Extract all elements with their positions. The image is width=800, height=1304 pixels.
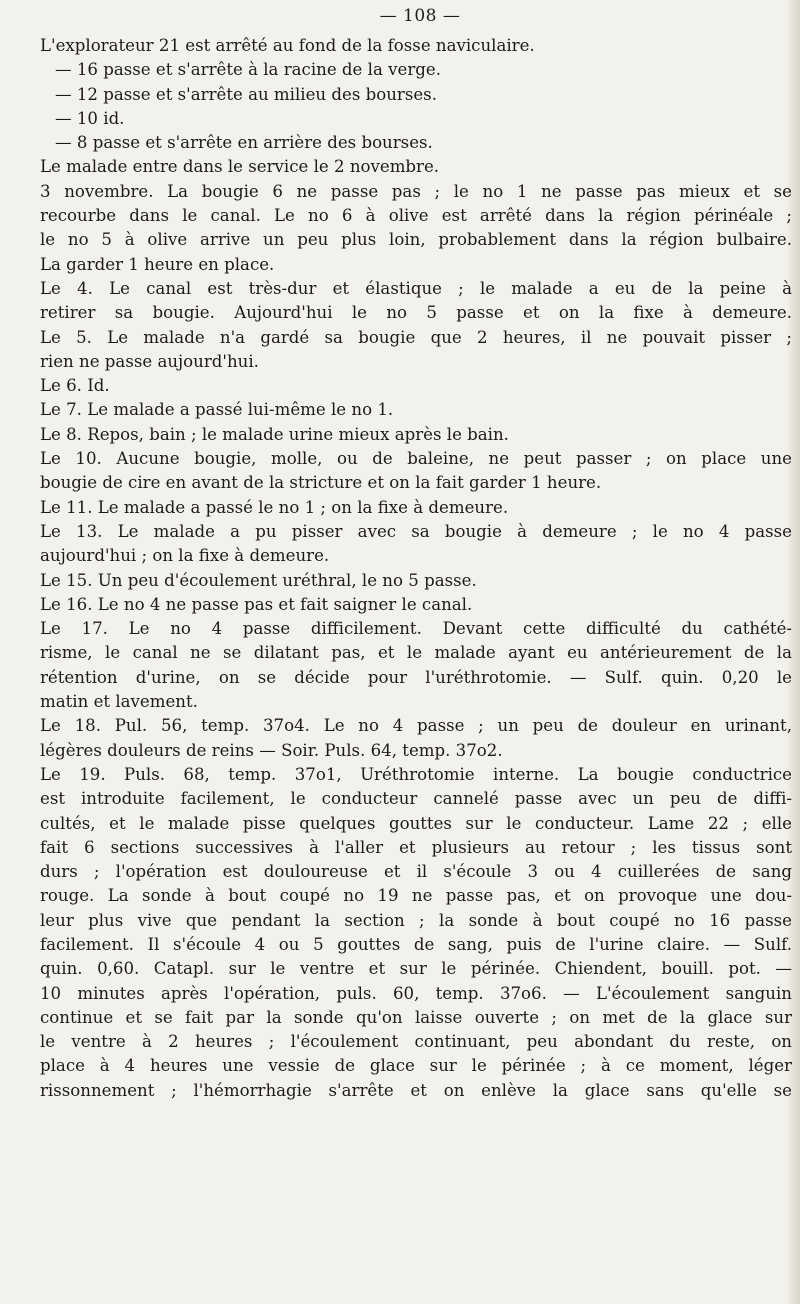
text-line: — 16 passe et s'arrête à la racine de la verge. — [55, 60, 441, 80]
text-line: — 12 passe et s'arrête au milieu des bourses. — [55, 84, 437, 104]
text-line: cultés, et le malade pisse quelques gouttes sur le conducteur. Lame 22 ; elle — [40, 813, 792, 833]
text-line: quin. 0,60. Catapl. sur le ventre et sur le périnée. Chiendent, bouill. pot. — — [40, 959, 792, 979]
text-line: Le 7. Le malade a passé lui-même le no 1. — [40, 400, 394, 420]
text-line: durs ; l'opération est douloureuse et il s'écoule 3 ou 4 cuillerées de sang — [40, 862, 792, 882]
text-line: Le 10. Aucune bougie, molle, ou de baleine, ne peut passer ; on place une — [40, 449, 792, 469]
text-line: retirer sa bougie. Aujourd'hui le no 5 passe et on la fixe à demeure. — [40, 303, 792, 323]
text-line: place à 4 heures une vessie de glace sur le périnée ; à ce moment, léger — [40, 1056, 792, 1076]
text-line: L'explorateur 21 est arrêté au fond de la fosse naviculaire. — [40, 36, 535, 55]
text-line: Le 17. Le no 4 passe difficilement. Devant cette difficulté du cathété- — [40, 619, 792, 639]
text-line: Le 11. Le malade a passé le no 1 ; on la fixe à demeure. — [40, 497, 509, 517]
text-line: le no 5 à olive arrive un peu plus loin, probablement dans la région bulbaire. — [40, 230, 792, 250]
text-line: 3 novembre. La bougie 6 ne passe pas ; le no 1 ne passe pas mieux et se — [40, 181, 792, 201]
text-line: bougie de cire en avant de la stricture et on la fait garder 1 heure. — [40, 473, 602, 493]
text-line: — 8 passe et s'arrête en arrière des bourses. — [55, 133, 433, 153]
text-line: continue et se fait par la sonde qu'on laisse ouverte ; on met de la glace sur — [40, 1007, 792, 1027]
text-line: rissonnement ; l'hémorrhagie s'arrête et on enlève la glace sans qu'elle se — [40, 1080, 792, 1100]
text-line: Le 15. Un peu d'écoulement uréthral, le no 5 passe. — [40, 570, 477, 590]
text-line: Le 6. Id. — [40, 376, 110, 396]
text-line: Le 4. Le canal est très-dur et élastique ; le malade a eu de la peine à — [40, 278, 792, 298]
text-line: Le 18. Pul. 56, temp. 37o4. Le no 4 passe ; un peu de douleur en urinant, — [40, 716, 792, 736]
text-line: risme, le canal ne se dilatant pas, et le malade ayant eu antérieurement de la — [40, 643, 792, 663]
text-line: — 10 id. — [55, 108, 125, 128]
text-line: matin et lavement. — [40, 692, 198, 712]
text-line: rien ne passe aujourd'hui. — [40, 351, 259, 371]
text-line: rouge. La sonde à bout coupé no 19 ne passe pas, et on provoque une dou- — [40, 886, 792, 906]
text-line: Le 5. Le malade n'a gardé sa bougie que 2 heures, il ne pouvait pisser ; — [40, 327, 792, 347]
text-line: Le 16. Le no 4 ne passe pas et fait saigner le canal. — [40, 594, 473, 614]
text-line: Le 19. Puls. 68, temp. 37o1, Uréthrotomie interne. La bougie conductrice — [40, 764, 792, 784]
text-line: leur plus vive que pendant la section ; la sonde à bout coupé no 16 passe — [40, 910, 792, 930]
text-line: 10 minutes après l'opération, puls. 60, temp. 37o6. — L'écoulement sanguin — [40, 983, 792, 1003]
text-line: légères douleurs de reins — Soir. Puls. 64, temp. 37o2. — [40, 740, 503, 760]
text-line: rétention d'urine, on se décide pour l'uréthrotomie. — Sulf. quin. 0,20 le — [40, 667, 792, 687]
text-line: facilement. Il s'écoule 4 ou 5 gouttes de sang, puis de l'urine claire. — Sulf. — [40, 934, 792, 954]
document-page — [40, 0, 792, 1304]
text-line: est introduite facilement, le conducteur cannelé passe avec un peu de diffi- — [40, 789, 792, 809]
text-line: Le malade entre dans le service le 2 novembre. — [40, 157, 440, 177]
text-line: Le 13. Le malade a pu pisser avec sa bougie à demeure ; le no 4 passe — [40, 521, 792, 541]
text-line: La garder 1 heure en place. — [40, 254, 275, 274]
text-line: aujourd'hui ; on la fixe à demeure. — [40, 546, 330, 566]
text-line: fait 6 sections successives à l'aller et plusieurs au retour ; les tissus sont — [40, 837, 792, 857]
text-line: recourbe dans le canal. Le no 6 à olive est arrêté dans la région périnéale ; — [40, 206, 792, 226]
page-body-text — [40, 34, 792, 1103]
page-number-header: — 108 — — [379, 6, 461, 26]
text-line: Le 8. Repos, bain ; le malade urine mieux après le bain. — [40, 424, 509, 444]
text-line: le ventre à 2 heures ; l'écoulement continuant, peu abondant du reste, on — [40, 1032, 792, 1052]
